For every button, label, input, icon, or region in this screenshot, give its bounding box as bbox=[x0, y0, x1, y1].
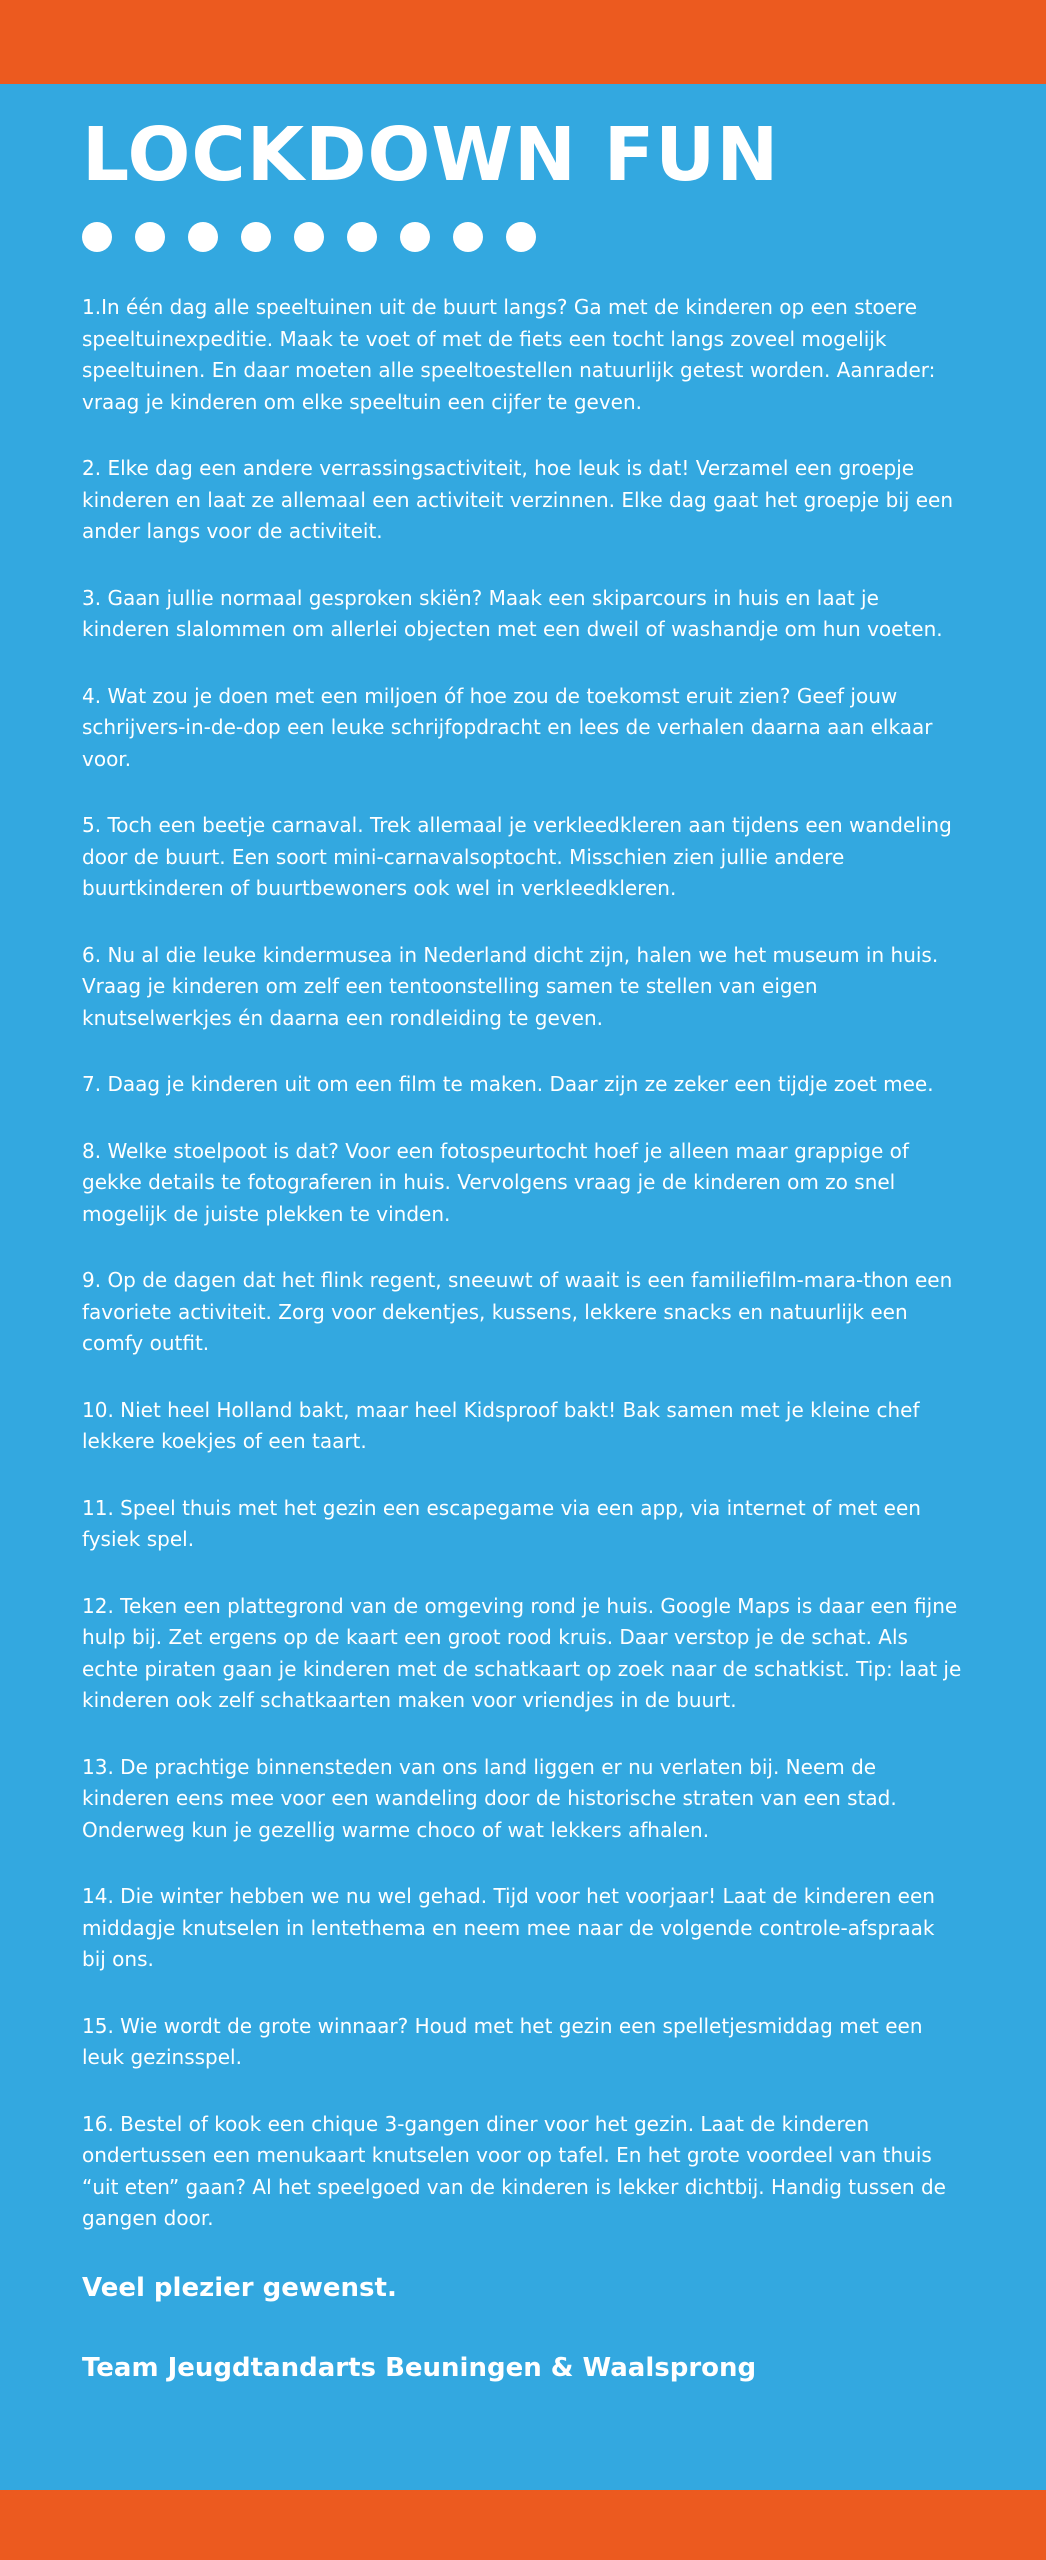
tip-2: 2. Elke dag een andere verrassingsactiviteit, hoe leuk is dat! Verzamel een groepje kinderen en laat ze allemaal een activiteit verzinnen. Elke dag gaat het groepje bij een ander langs voor de activiteit. bbox=[82, 456, 954, 543]
tip-13: 13. De prachtige binnensteden van ons land liggen er nu verlaten bij. Neem de kinderen eens mee voor een wandeling door de historische straten van een stad. Onderweg kun je gezellig warme choco of wat lekkers afhalen. bbox=[82, 1754, 897, 1842]
tip-1: 1.In één dag alle speeltuinen uit de buurt langs? Ga met de kinderen op een stoere speeltuinexpeditie. Maak te voet of met de fiets een tocht langs zoveel mogelijk speeltuinen. En daar moeten alle speeltoestellen natuurlijk getest worden. Aanrader: vraag je kinderen om elke speeltuin een cijfer te geven. bbox=[82, 295, 936, 414]
dot-icon bbox=[453, 222, 483, 252]
tip-12: 12. Teken een plattegrond van de omgeving rond je huis. Google Maps is daar een fijne hulp bij. Zet ergens op de kaart een groot rood kruis. Daar verstop je de schat. Als echte piraten gaan je kinderen met de schatkaart op zoek naar de schatkist. Tip: laat je kinderen ook zelf schatkaarten maken voor vriendjes in de buurt. bbox=[82, 1593, 962, 1712]
tip-11: 11. Speel thuis met het gezin een escapegame via een app, via internet of met een fysiek spel. bbox=[82, 1495, 921, 1551]
signature: Team Jeugdtandarts Beuningen & Waalsprong bbox=[82, 2352, 757, 2383]
tip-14: 14. Die winter hebben we nu wel gehad. Tijd voor het voorjaar! Laat de kinderen een middagje knutselen in lentethema en neem mee naar de volgende controle-afspraak bij ons. bbox=[82, 1884, 935, 1971]
dot-icon bbox=[294, 222, 324, 252]
bottom-orange-band bbox=[0, 2490, 1046, 2560]
tip-9: 9. Op de dagen dat het flink regent, sneeuwt of waait is een familiefilm-mara-thon een favoriete activiteit. Zorg voor dekentjes, kussens, lekkere snacks en natuurlijk een comfy outfit. bbox=[82, 1268, 953, 1355]
tip-4: 4. Wat zou je doen met een miljoen óf hoe zou de toekomst eruit zien? Geef jouw schrijvers-in-de-dop een leuke schrijfopdracht en lees de verhalen daarna aan elkaar voor. bbox=[82, 683, 933, 771]
tip-8: 8. Welke stoelpoot is dat? Voor een fotospeurtocht hoef je alleen maar grappige of gekke details te fotograferen in huis. Vervolgens vraag je de kinderen om zo snel mogelijk de juiste plekken te vinden. bbox=[82, 1138, 909, 1226]
tips-list bbox=[82, 292, 962, 2235]
dot-icon bbox=[188, 222, 218, 252]
dot-icon bbox=[347, 222, 377, 252]
decorative-dots bbox=[82, 222, 962, 252]
dot-icon bbox=[400, 222, 430, 252]
tip-3: 3. Gaan jullie normaal gesproken skiën? Maak een skiparcours in huis en laat je kinderen slalommen om allerlei objecten met een dweil of washandje om hun voeten. bbox=[82, 585, 943, 641]
tip-15: 15. Wie wordt de grote winnaar? Houd met het gezin een spelletjesmiddag met een leuk gezinsspel. bbox=[82, 2013, 923, 2069]
tip-6: 6. Nu al die leuke kindermusea in Nederland dicht zijn, halen we het museum in huis. Vraag je kinderen om zelf een tentoonstelling samen te stellen van eigen knutselwerkjes én daarna een rondleiding te geven. bbox=[82, 942, 939, 1030]
page-title: LOCKDOWN FUN bbox=[82, 112, 780, 198]
tip-5: 5. Toch een beetje carnaval. Trek allemaal je verkleedkleren aan tijdens een wandeling door de buurt. Een soort mini-carnavalsoptocht. Misschien zien jullie andere buurtkinderen of buurtbewoners ook wel in verkleedkleren. bbox=[82, 813, 952, 900]
dot-icon bbox=[82, 222, 112, 252]
closing-line: Veel plezier gewenst. bbox=[82, 2272, 397, 2303]
dot-icon bbox=[506, 222, 536, 252]
flyer-content bbox=[82, 112, 962, 2386]
tip-16: 16. Bestel of kook een chique 3-gangen diner voor het gezin. Laat de kinderen ondertussen een menukaart knutselen voor op tafel. En het grote voordeel van thuis “uit eten” gaan? Al het speelgoed van de kinderen is lekker dichtbij. Handig tussen de gangen door. bbox=[82, 2111, 946, 2230]
dot-icon bbox=[135, 222, 165, 252]
tip-10: 10. Niet heel Holland bakt, maar heel Kidsproof bakt! Bak samen met je kleine chef lekkere koekjes of een taart. bbox=[82, 1397, 920, 1453]
tip-7: 7. Daag je kinderen uit om een film te maken. Daar zijn ze zeker een tijdje zoet mee. bbox=[82, 1072, 934, 1096]
dot-icon bbox=[241, 222, 271, 252]
top-orange-band bbox=[0, 0, 1046, 84]
